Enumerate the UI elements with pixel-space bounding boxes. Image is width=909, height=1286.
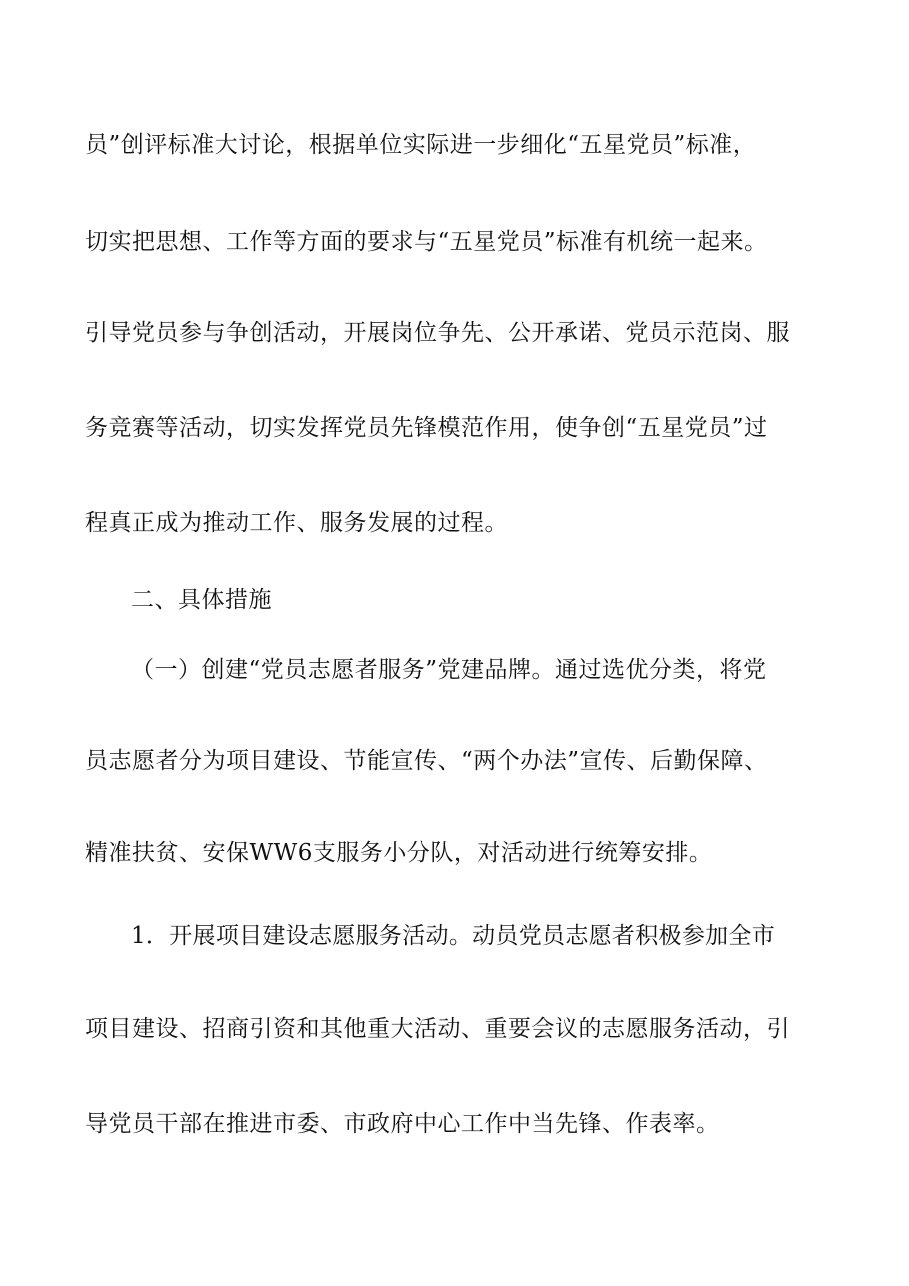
section-heading: 二、具体措施 <box>131 587 272 613</box>
paragraph-line: 员志愿者分为项目建设、节能宣传、“两个办法”宣传、后勤保障、 <box>85 748 768 774</box>
paragraph-line: 务竞赛等活动，切实发挥党员先锋模范作用，使争创“五星党员”过 <box>85 415 768 441</box>
paragraph-line: 项目建设、招商引资和其他重大活动、重要会议的志愿服务活动，引 <box>85 1016 790 1042</box>
paragraph-line: 精准扶贫、安保WW6支服务小分队，对活动进行统筹安排。 <box>85 840 713 866</box>
paragraph-line: 1．开展项目建设志愿服务活动。动员党员志愿者积极参加全市 <box>131 923 776 949</box>
paragraph-line: 切实把思想、工作等方面的要求与“五星党员”标准有机统一起来。 <box>85 229 768 255</box>
paragraph-line: 员”创评标准大讨论，根据单位实际进一步细化“五星党员”标准， <box>85 132 757 158</box>
paragraph-line: 程真正成为推动工作、服务发展的过程。 <box>85 510 508 536</box>
paragraph-line: （一）创建“党员志愿者服务”党建品牌。通过选优分类，将党 <box>131 657 767 683</box>
paragraph-line: 引导党员参与争创活动，开展岗位争先、公开承诺、党员示范岗、服 <box>85 320 790 346</box>
paragraph-line: 导党员干部在推进市委、市政府中心工作中当先锋、作表率。 <box>85 1111 720 1137</box>
